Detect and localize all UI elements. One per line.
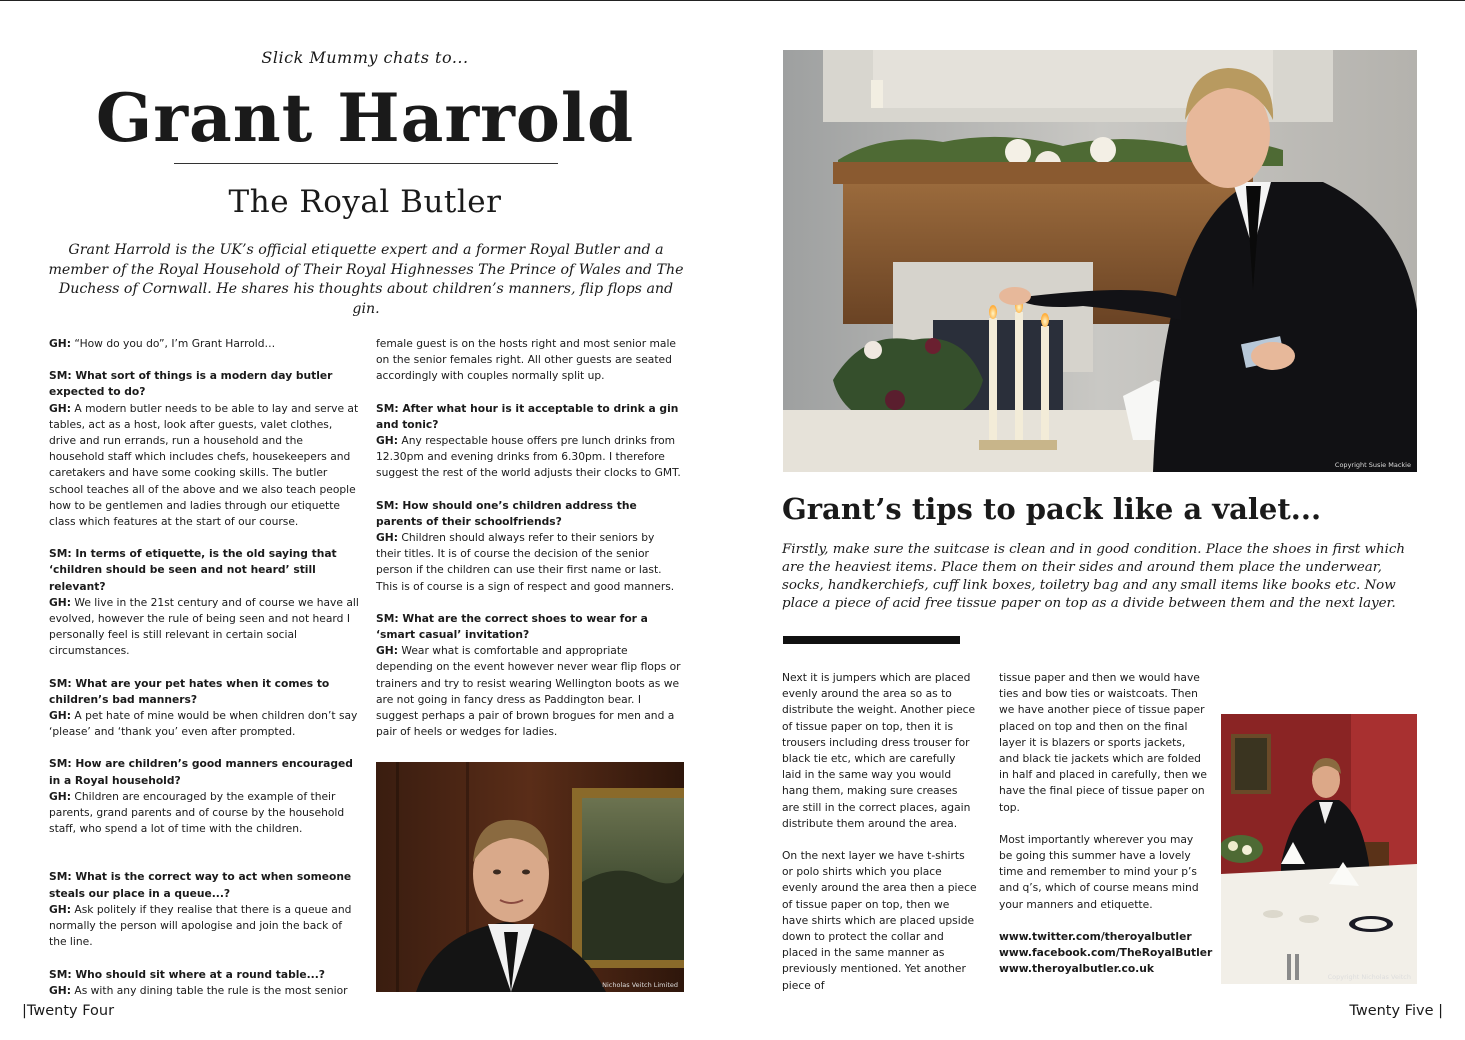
portrait-illustration bbox=[376, 762, 684, 992]
tips-column-1 bbox=[782, 670, 978, 1010]
table-credit: Copyright Nicholas Veitch bbox=[1327, 973, 1411, 981]
tips-column-2 bbox=[999, 670, 1213, 977]
qa-item: SM: How should one’s children address the parents of their schoolfriends? GH: Children should always refer to their seniors by their titles. It is of course the decision of the senior person if the children can use their first name or last. This is of course is a sign of respect and good manners. bbox=[376, 498, 675, 593]
website-link[interactable]: www.theroyalbutler.co.uk bbox=[999, 962, 1154, 976]
social-links bbox=[999, 929, 1213, 978]
qa-item: SM: What are your pet hates when it comes to children’s bad manners? GH: A pet hate of mine would be when children don’t say ‘please’ and ‘thank you’ even after prompted. bbox=[49, 676, 358, 739]
tips-divider-bar bbox=[783, 636, 960, 644]
top-rule bbox=[0, 0, 1465, 1]
hero-illustration bbox=[783, 50, 1417, 472]
tips-paragraph: On the next layer we have t-shirts or polo shirts which you place evenly around the area then a piece of tissue paper on top, then we have shirts which are placed upside down to protect the collar and placed in the same manner as previously mentioned. Yet another piece of bbox=[782, 849, 977, 992]
standfirst: Grant Harrold is the UK’s official etiquette expert and a former Royal Butler and a member of the Royal Household of Their Royal Highnesses The Prince of Wales and The Duchess of Cornwall. He shares his thoughts about children’s manners, flip flops and gin. bbox=[48, 242, 684, 317]
intro-line: GH: “How do you do”, I’m Grant Harrold… bbox=[49, 337, 276, 350]
table-setting-illustration bbox=[1221, 714, 1417, 984]
page-title: Grant Harrold bbox=[95, 79, 635, 157]
tips-intro: Firstly, make sure the suitcase is clean and in good condition. Place the shoes in first which are the heaviest items. Place them on their sides and around them place the underwear, socks, handkerchiefs, cuff link boxes, toiletry bag and any small items like books etc. Now place a piece of acid free tissue paper on top as a divide between them and the next layer. bbox=[782, 542, 1406, 611]
portrait-photo bbox=[376, 762, 684, 992]
portrait-credit: Nicholas Veitch Limited bbox=[602, 981, 678, 989]
twitter-link[interactable]: www.twitter.com/theroyalbutler bbox=[999, 929, 1192, 943]
title-divider bbox=[174, 163, 558, 164]
tips-paragraph: Next it is jumpers which are placed evenly around the area so as to distribute the weight. Another piece of tissue paper on top, then it is trousers including dress trouser for black tie etc, which are carefully laid in the same way you would hang them, making sure creases are still in the correct places, again distribute them around the area. bbox=[782, 671, 976, 830]
qa-item: SM: After what hour is it acceptable to drink a gin and tonic? GH: Any respectable house offers pre lunch drinks from 12.30pm and evening drinks from 6.30pm. I therefore suggest the rest of the world adjusts their clocks to GMT. bbox=[376, 401, 681, 480]
qa-item: SM: How are children’s good manners encouraged in a Royal household? GH: Children are encouraged by the example of their parents, grand parents and of course by the household staff, who spend a lot of time with the children. bbox=[49, 757, 353, 836]
qa-item: SM: What is the correct way to act when someone steals our place in a queue...? GH: Ask politely if they realise that there is a queue and normally the person will apologise and join the back of the line. bbox=[49, 870, 352, 949]
left-folio: |Twenty Four bbox=[22, 1003, 115, 1019]
facebook-link[interactable]: www.facebook.com/TheRoyalButler bbox=[999, 946, 1213, 960]
qa-item: SM: Who should sit where at a round table...? GH: As with any dining table the rule is the most senior bbox=[49, 967, 348, 997]
hero-credit: Copyright Susie Mackie bbox=[1334, 461, 1411, 469]
qa-item: SM: What are the correct shoes to wear for a ‘smart casual’ invitation? GH: Wear what is comfortable and appropriate depending on the event however never wear flip flops or trainers and try to resist wearing Wellington boots as we are not going in fancy dress as Paddington bear. I suggest perhaps a pair of brown brogues for men and a pair of heels or wedges for ladies. bbox=[376, 611, 681, 739]
interview-column-2 bbox=[376, 336, 682, 756]
hero-photo bbox=[783, 50, 1417, 472]
tips-paragraph: Most importantly wherever you may be going this summer have a lovely time and remember to mind your p’s and q’s, which of course means mind your manners and etiquette. bbox=[999, 832, 1199, 911]
qa-item: SM: What sort of things is a modern day butler expected to do? GH: A modern butler needs to be able to lay and serve at tables, act as a host, look after guests, valet clothes, drive and run errands, run a household and the household staff which includes chefs, housekeepers and caretakers and have some cooking skills. The butler school teaches all of the above and we also teach people how to be gentlemen and ladies through our etiquette class which features at the start of our course. bbox=[49, 369, 359, 529]
interview-column-1 bbox=[49, 336, 359, 1015]
table-setting-photo bbox=[1221, 714, 1417, 984]
tips-paragraph: tissue paper and then we would have ties and bow ties or waistcoats. Then we have another piece of tissue paper placed on top and then on the final layer it is blazers or sports jackets, and black tie jackets which are folded in half and placed in carefully, then we have the final piece of tissue paper on top. bbox=[999, 671, 1207, 814]
kicker: Slick Mummy chats to... bbox=[261, 48, 469, 67]
qa-item: SM: In terms of etiquette, is the old saying that ‘children should be seen and not heard’ still relevant? GH: We live in the 21st century and of course we have all evolved, however the rule of being seen and not heard I personally feel is still relevant in certain social circumstances. bbox=[49, 547, 359, 658]
subtitle: The Royal Butler bbox=[228, 184, 502, 220]
tips-heading: Grant’s tips to pack like a valet... bbox=[782, 492, 1322, 526]
right-folio: Twenty Five | bbox=[1349, 1003, 1443, 1019]
continued-answer: female guest is on the hosts right and most senior male on the senior females right. All other guests are seated accordingly with couples normally split up. bbox=[376, 337, 676, 383]
